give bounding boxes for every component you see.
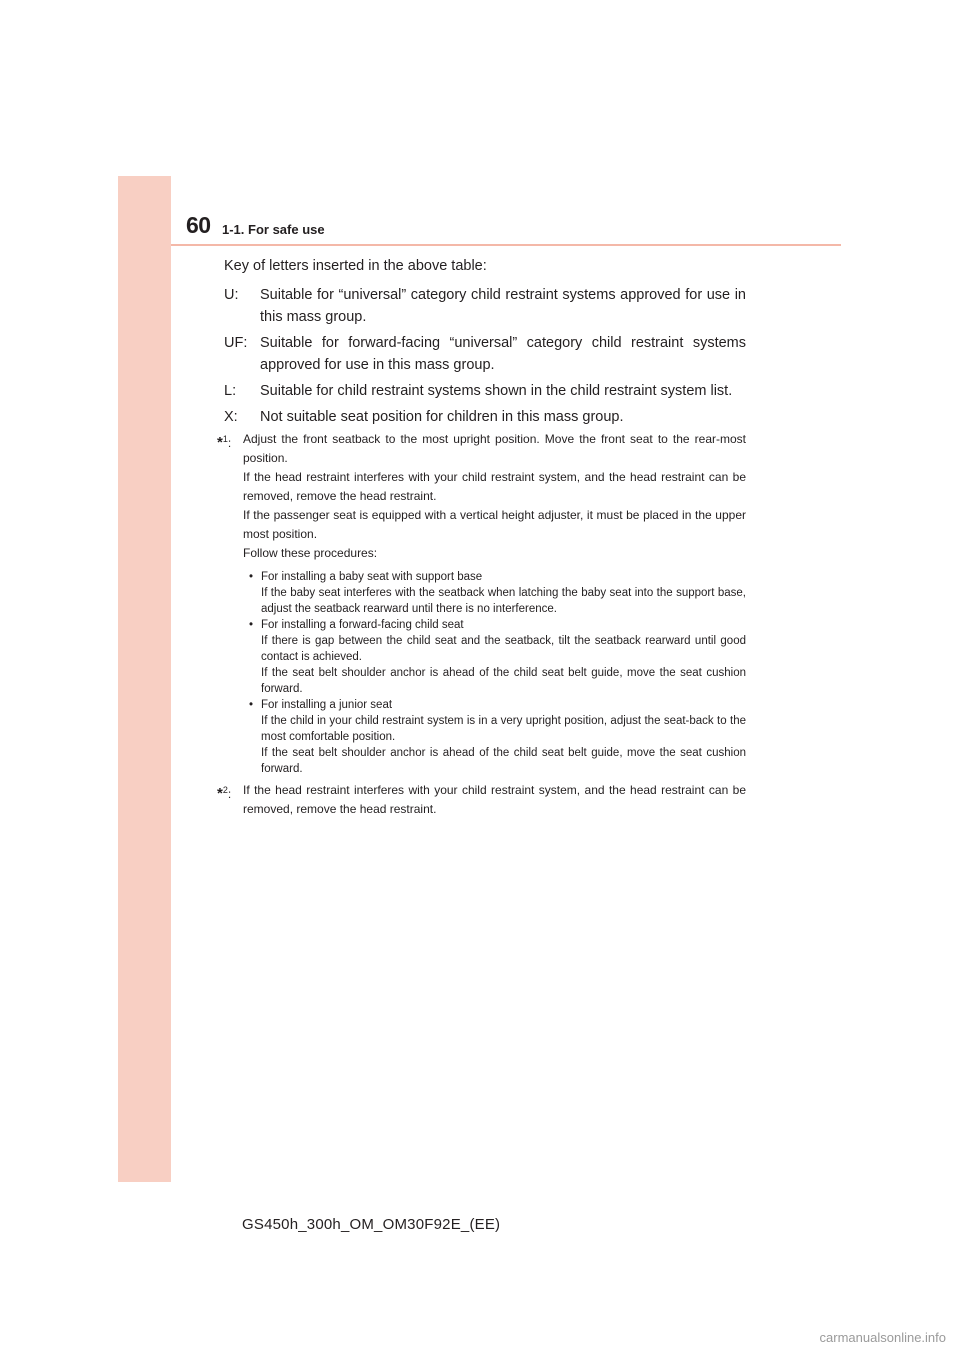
watermark[interactable]: carmanualsonline.info (819, 1330, 946, 1345)
procedure-list (249, 569, 746, 777)
list-item (249, 617, 746, 697)
key-description: Suitable for “universal” category child restraint systems approved for use in this mass group. (260, 287, 746, 325)
procedure-title: For installing a junior seat (261, 699, 393, 711)
section-title: 1-1. For safe use (222, 222, 325, 237)
key-code: L: (224, 383, 237, 399)
procedure-title: For installing a forward-facing child seat (261, 619, 464, 631)
footnote-paragraph: Follow these procedures: (243, 546, 378, 560)
footnote-paragraph: If the head restraint interferes with your child restraint system, and the head restraint can be removed, remove the head restraint. (243, 470, 746, 503)
bullet-dot-icon: • (249, 571, 254, 583)
chapter-side-band (118, 176, 171, 1182)
procedure-title: For installing a baby seat with support base (261, 571, 483, 583)
key-intro: Key of letters inserted in the above table: (224, 258, 487, 274)
bullet-dot-icon: • (249, 619, 254, 631)
manual-code: GS450h_300h_OM_OM30F92E_(EE) (242, 1216, 501, 1233)
key-code: UF: (224, 335, 248, 351)
key-item-l (224, 380, 746, 402)
key-section (224, 255, 746, 432)
footnote-paragraph: Adjust the front seatback to the most upright position. Move the front seat to the rear-most position. (243, 432, 746, 465)
key-item-uf (224, 332, 746, 376)
key-item-x (224, 406, 746, 428)
footnotes (217, 430, 746, 819)
header-rule (171, 244, 841, 246)
procedure-text: If the seat belt shoulder anchor is ahead of the child seat belt guide, move the seat cushion forward. (261, 667, 746, 695)
key-description: Not suitable seat position for children in this mass group. (260, 409, 624, 425)
key-item-u (224, 284, 746, 328)
key-description: Suitable for child restraint systems shown in the child restraint system list. (260, 383, 733, 399)
list-item (249, 569, 746, 617)
key-code: X: (224, 409, 238, 425)
page-number: 60 (186, 212, 211, 238)
footnote-marker: *$^2$: (217, 785, 232, 802)
list-item (249, 697, 746, 777)
footnote-2 (217, 781, 746, 819)
footnote-body (243, 430, 746, 781)
key-description: Suitable for forward-facing “universal” category child restraint systems approved for use in this mass group. (260, 335, 746, 373)
footnote-marker: *$^1$: (217, 434, 232, 451)
procedure-text: If the baby seat interferes with the seatback when latching the baby seat into the support base, adjust the seatback rearward until there is no interference. (261, 587, 746, 615)
procedure-text: If there is gap between the child seat and the seatback, tilt the seatback rearward until good contact is achieved. (261, 635, 746, 663)
footnote-paragraph: If the head restraint interferes with your child restraint system, and the head restraint can be removed, remove the head restraint. (243, 783, 746, 816)
footnote-paragraph: If the passenger seat is equipped with a vertical height adjuster, it must be placed in the upper most position. (243, 508, 746, 541)
footnote-1 (217, 430, 746, 781)
key-code: U: (224, 287, 239, 303)
footnote-body (243, 781, 746, 819)
procedure-text: If the child in your child restraint system is in a very upright position, adjust the seat-back to the most comfortable position. (261, 715, 746, 743)
bullet-dot-icon: • (249, 699, 254, 711)
procedure-text: If the seat belt shoulder anchor is ahead of the child seat belt guide, move the seat cushion forward. (261, 747, 746, 775)
